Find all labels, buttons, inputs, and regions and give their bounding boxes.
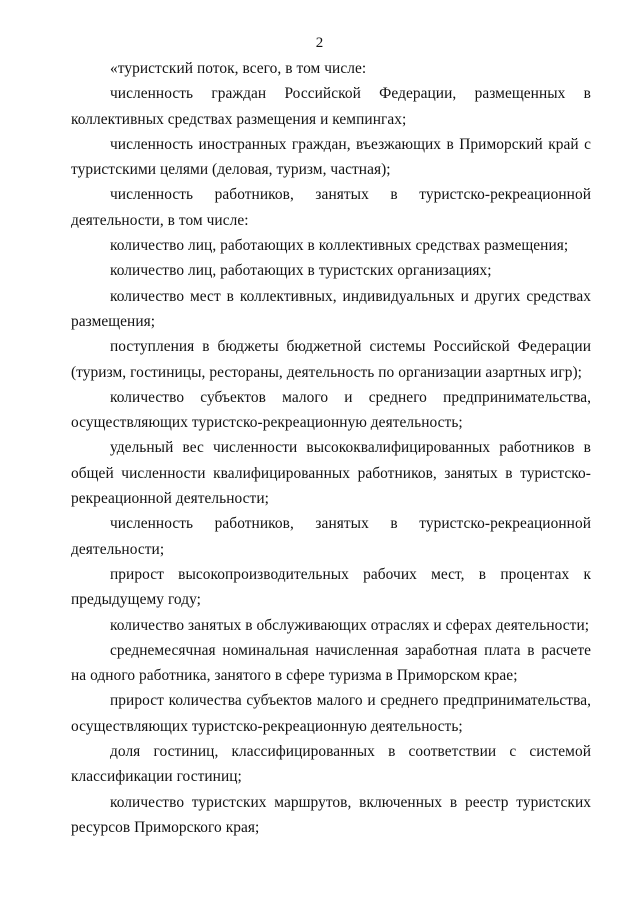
- paragraph-service-employment: количество занятых в обслуживающих отраслях и сферах деятельности;: [110, 616, 590, 634]
- paragraph-hotel-classification: доля гостиниц, классифицированных в соответствии с системой классификации гостиниц;: [71, 743, 591, 786]
- paragraph-foreign-citizens: численность иностранных граждан, въезжающих в Приморский край с туристскими целями (деловая, туризм, частная);: [71, 135, 591, 179]
- paragraph-budget-revenue: поступления в бюджеты бюджетной системы Российской Федерации (туризм, гостиницы, рестораны, деятельность по организации азартных игр);: [71, 338, 591, 381]
- paragraph-sme-growth: прирост количества субъектов малого и среднего предпринимательства, осуществляющих туристско-рекреационную деятельность;: [71, 692, 591, 735]
- paragraph-tourist-org-staff: количество лиц, работающих в туристских организациях;: [110, 262, 492, 280]
- paragraph-tourist-flow: «туристский поток, всего, в том числе:: [110, 60, 367, 77]
- paragraph-workers-recreation: численность работников, занятых в туристско-рекреационной деятельности;: [71, 515, 591, 558]
- paragraph-sme-count: количество субъектов малого и среднего предпринимательства, осуществляющих туристско-рекреационную деятельность;: [71, 388, 591, 432]
- paragraph-qualified-share: удельный вес численности высококвалифицированных работников в общей численности квалифицированных работников, занятых в туристско-рекреационной деятельности;: [71, 439, 591, 508]
- paragraph-workers-count: численность работников, занятых в туристско-рекреационной деятельности, в том числе:: [71, 186, 591, 229]
- paragraph-average-salary: среднемесячная номинальная начисленная заработная плата в расчете на одного работника, занятого в сфере туризма в Приморском крае;: [71, 641, 591, 685]
- paragraph-russian-citizens: численность граждан Российской Федерации, размещенных в коллективных средствах размещения и кемпингах;: [71, 85, 591, 128]
- paragraph-accommodation-places: количество мест в коллективных, индивидуальных и других средствах размещения;: [71, 287, 591, 330]
- document-body: [71, 56, 591, 840]
- page-number: 2: [315, 35, 324, 51]
- paragraph-workplace-growth: прирост высокопроизводительных рабочих мест, в процентах к предыдущему году;: [71, 565, 591, 609]
- paragraph-accommodation-staff: количество лиц, работающих в коллективных средствах размещения;: [110, 237, 569, 255]
- paragraph-tourist-routes: количество туристских маршрутов, включенных в реестр туристских ресурсов Приморского края;: [71, 793, 591, 836]
